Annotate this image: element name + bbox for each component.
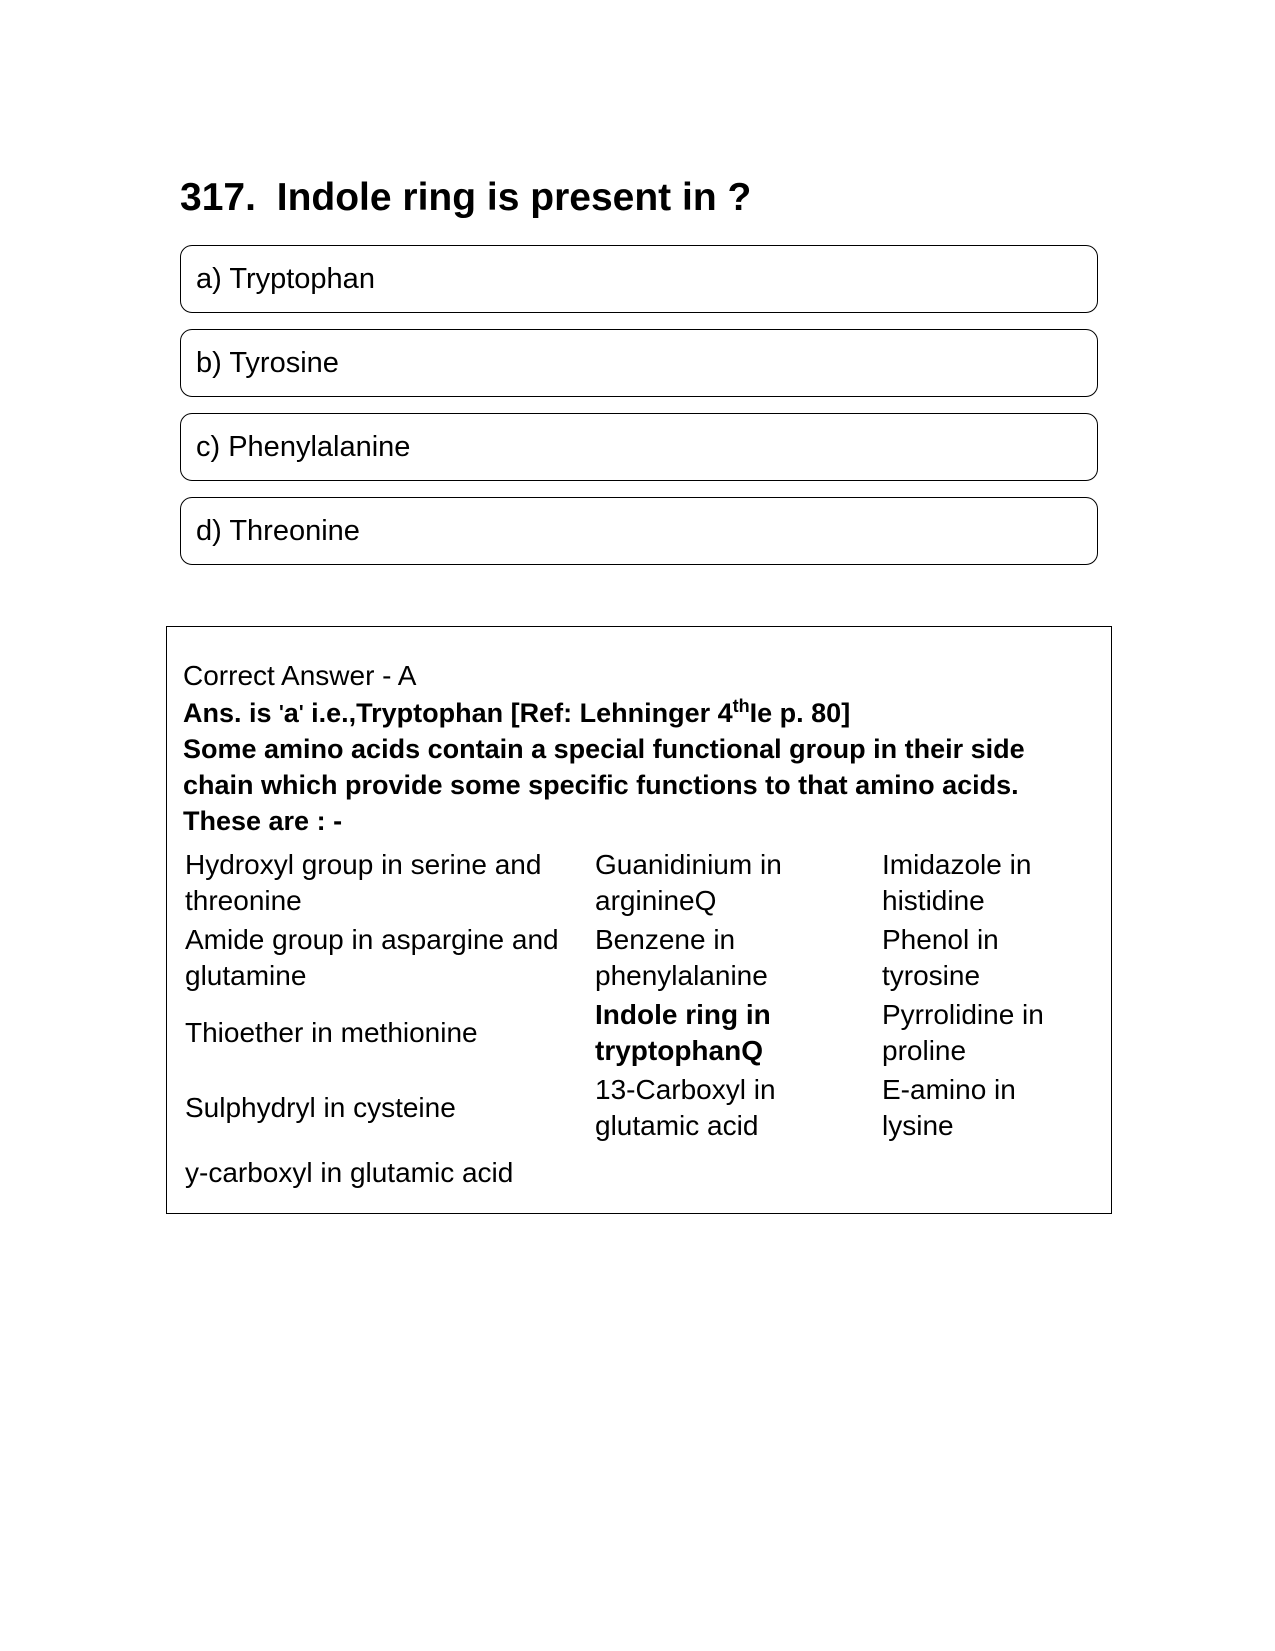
table-cell (882, 1145, 1092, 1201)
table-cell: Amide group in aspargine and glutamine (185, 923, 559, 991)
table-row (185, 1070, 1092, 1145)
question-text: Indole ring is present in ? (276, 176, 752, 219)
table-cell (595, 1145, 882, 1201)
option-d[interactable]: d) Threonine (180, 497, 1098, 565)
options-list (180, 245, 1098, 581)
table-cell: Sulphydryl in cysteine (185, 1091, 456, 1123)
table-cell: Pyrrolidine in proline (882, 998, 1044, 1066)
table-cell: Imidazole in histidine (882, 848, 1032, 916)
functional-groups-table (185, 845, 1092, 1201)
answer-mid: i.e.,Tryptophan [Ref: Lehninger 4 (303, 698, 733, 728)
answer-explanation-box (166, 626, 1112, 1214)
answer-reference-line (183, 695, 1093, 731)
quote-mark-close: ' (298, 702, 304, 724)
table-cell: Phenol in tyrosine (882, 923, 999, 991)
table-cell: y-carboxyl in glutamic acid (185, 1157, 514, 1188)
question-heading (180, 176, 751, 220)
option-c[interactable]: c) Phenylalanine (180, 413, 1098, 481)
option-b[interactable]: b) Tyrosine (180, 329, 1098, 397)
answer-letter: a (283, 698, 299, 728)
table-row (185, 845, 1092, 920)
correct-answer-label: Correct Answer - A (183, 660, 417, 691)
option-a[interactable]: a) Tryptophan (180, 245, 1098, 313)
answer-suffix: Ie p. 80] (749, 698, 851, 728)
table-cell: Hydroxyl group in serine and threonine (185, 848, 542, 916)
table-cell: 13-Carboxyl in glutamic acid (595, 1073, 776, 1141)
table-cell: Guanidinium in arginineQ (595, 848, 782, 916)
table-row (185, 920, 1092, 995)
question-number: 317. (180, 176, 256, 219)
edition-superscript: th (732, 696, 750, 716)
answer-prefix: Ans. is (183, 698, 280, 728)
table-cell-highlight: Indole ring in tryptophanQ (595, 998, 771, 1066)
table-cell: Benzene in phenylalanine (595, 923, 768, 991)
table-cell: Thioether in methionine (185, 1016, 478, 1048)
table-cell: E-amino in lysine (882, 1073, 1016, 1141)
table-row (185, 995, 1092, 1070)
quote-mark-open: ' (279, 702, 284, 724)
explanation-intro: Some amino acids contain a special functional group in their side chain which provide some specific functions to that amino acids. These are : - (183, 734, 1025, 836)
table-row (185, 1145, 1092, 1201)
